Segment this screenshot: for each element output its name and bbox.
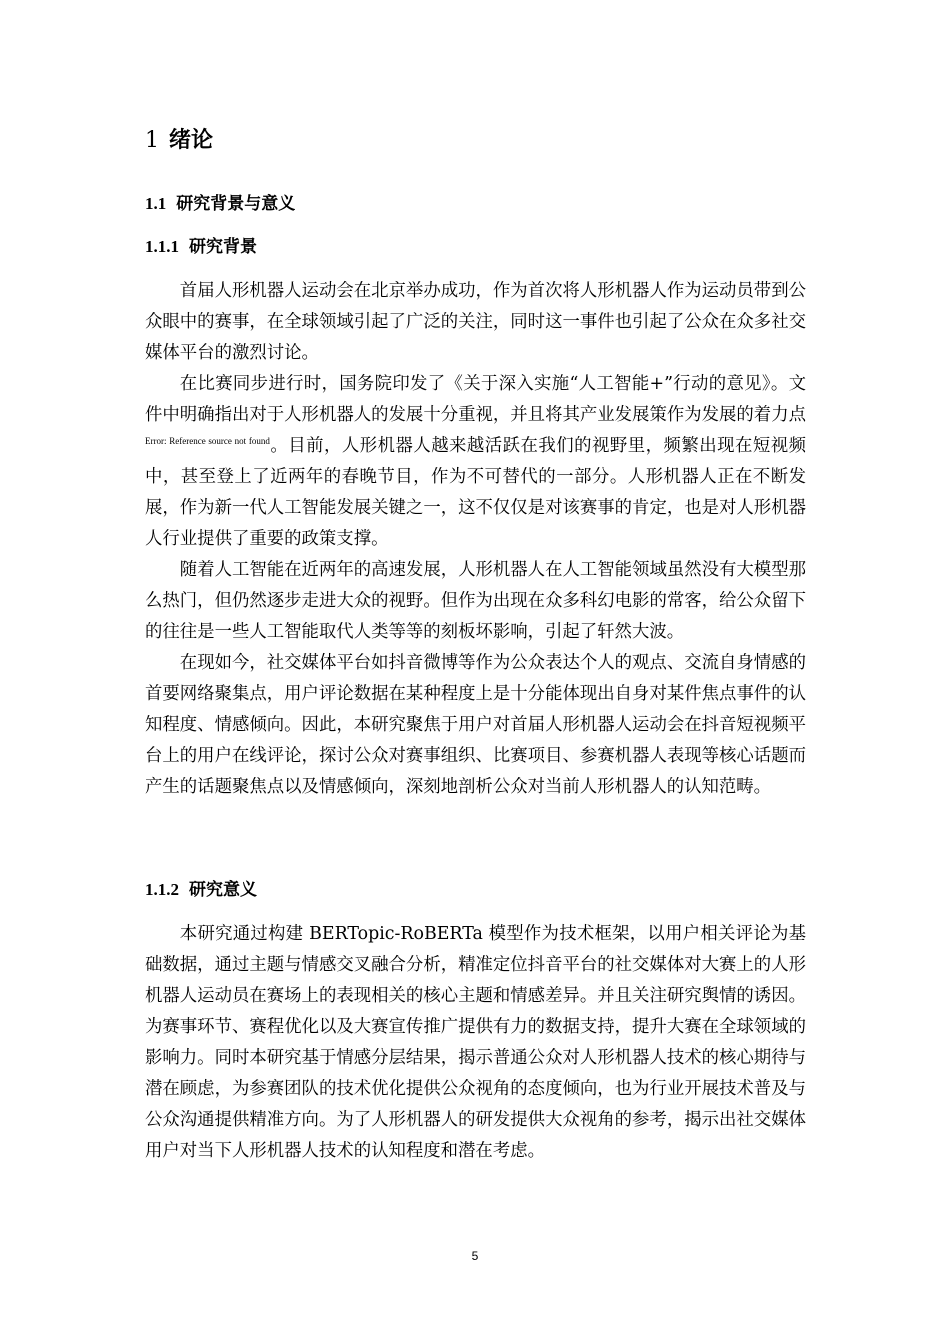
body-text-research-background bbox=[145, 276, 806, 803]
section-title: 研究意义 bbox=[189, 880, 257, 900]
chapter-title bbox=[145, 124, 213, 157]
section-number: 1.1.1 bbox=[145, 237, 179, 256]
paragraph-text: 。目前，人形机器人越来越活跃在我们的视野里，频繁出现在短视频中，甚至登上了近两年的春晚节目，作为不可替代的一部分。人形机器人正在不断发展，作为新一代人工智能发展关键之一，这不仅仅是对该赛事的肯定，也是对人形机器人行业提供了重要的政策支撑。 bbox=[145, 436, 806, 549]
paragraph-text: 在比赛同步进行时，国务院印发了《关于深入实施“人工智能+”行动的意见》。文件中明确指出对于人形机器人的发展十分重视，并且将其产业发展策作为发展的着力点 bbox=[145, 374, 806, 425]
chapter-number: 1 bbox=[145, 128, 159, 153]
paragraph-with-reference bbox=[145, 369, 806, 555]
paragraph: 本研究通过构建 BERTopic-RoBERTa 模型作为技术框架，以用户相关评论为基础数据，通过主题与情感交叉融合分析，精准定位抖音平台的社交媒体对大赛上的人形机器人运动员在赛场上的表现相关的核心主题和情感差异。并且关注研究舆情的诱因。为赛事环节、赛程优化以及大赛宣传推广提供有力的数据支持，提升大赛在全球领域的影响力。同时本研究基于情感分层结果，揭示普通公众对人形机器人技术的核心期待与潜在顾虑，为参赛团队的技术优化提供公众视角的态度倾向，也为行业开展技术普及与公众沟通提供精准方向。为了人形机器人的研发提供大众视角的参考，揭示出社交媒体用户对当下人形机器人技术的认知程度和潜在考虑。 bbox=[145, 924, 806, 1161]
reference-error-note: Error: Reference source not found bbox=[145, 436, 270, 446]
section-heading-1-1 bbox=[145, 191, 295, 217]
body-text-research-significance bbox=[145, 919, 806, 1167]
section-number: 1.1.2 bbox=[145, 880, 179, 899]
paragraph: 随着人工智能在近两年的高速发展，人形机器人在人工智能领域虽然没有大模型那么热门，但仍然逐步走进大众的视野。但作为出现在众多科幻电影的常客，给公众留下的往往是一些人工智能取代人类等等的刻板坏影响，引起了轩然大波。 bbox=[145, 560, 806, 642]
paragraph: 首届人形机器人运动会在北京举办成功，作为首次将人形机器人作为运动员带到公众眼中的赛事，在全球领域引起了广泛的关注，同时这一事件也引起了公众在众多社交媒体平台的激烈讨论。 bbox=[145, 281, 806, 363]
section-heading-1-1-1 bbox=[145, 234, 257, 260]
section-heading-1-1-2 bbox=[145, 877, 257, 903]
chapter-title-text: 绪论 bbox=[169, 127, 214, 153]
page-number: 5 bbox=[471, 1249, 479, 1263]
paragraph: 在现如今，社交媒体平台如抖音微博等作为公众表达个人的观点、交流自身情感的首要网络聚集点，用户评论数据在某种程度上是十分能体现出自身对某件焦点事件的认知程度、情感倾向。因此，本研究聚焦于用户对首届人形机器人运动会在抖音短视频平台上的用户在线评论，探讨公众对赛事组织、比赛项目、参赛机器人表现等核心话题而产生的话题聚焦点以及情感倾向，深刻地剖析公众对当前人形机器人的认知范畴。 bbox=[145, 653, 806, 797]
section-title: 研究背景 bbox=[189, 237, 257, 257]
section-number: 1.1 bbox=[145, 194, 167, 213]
section-title: 研究背景与意义 bbox=[176, 194, 296, 214]
